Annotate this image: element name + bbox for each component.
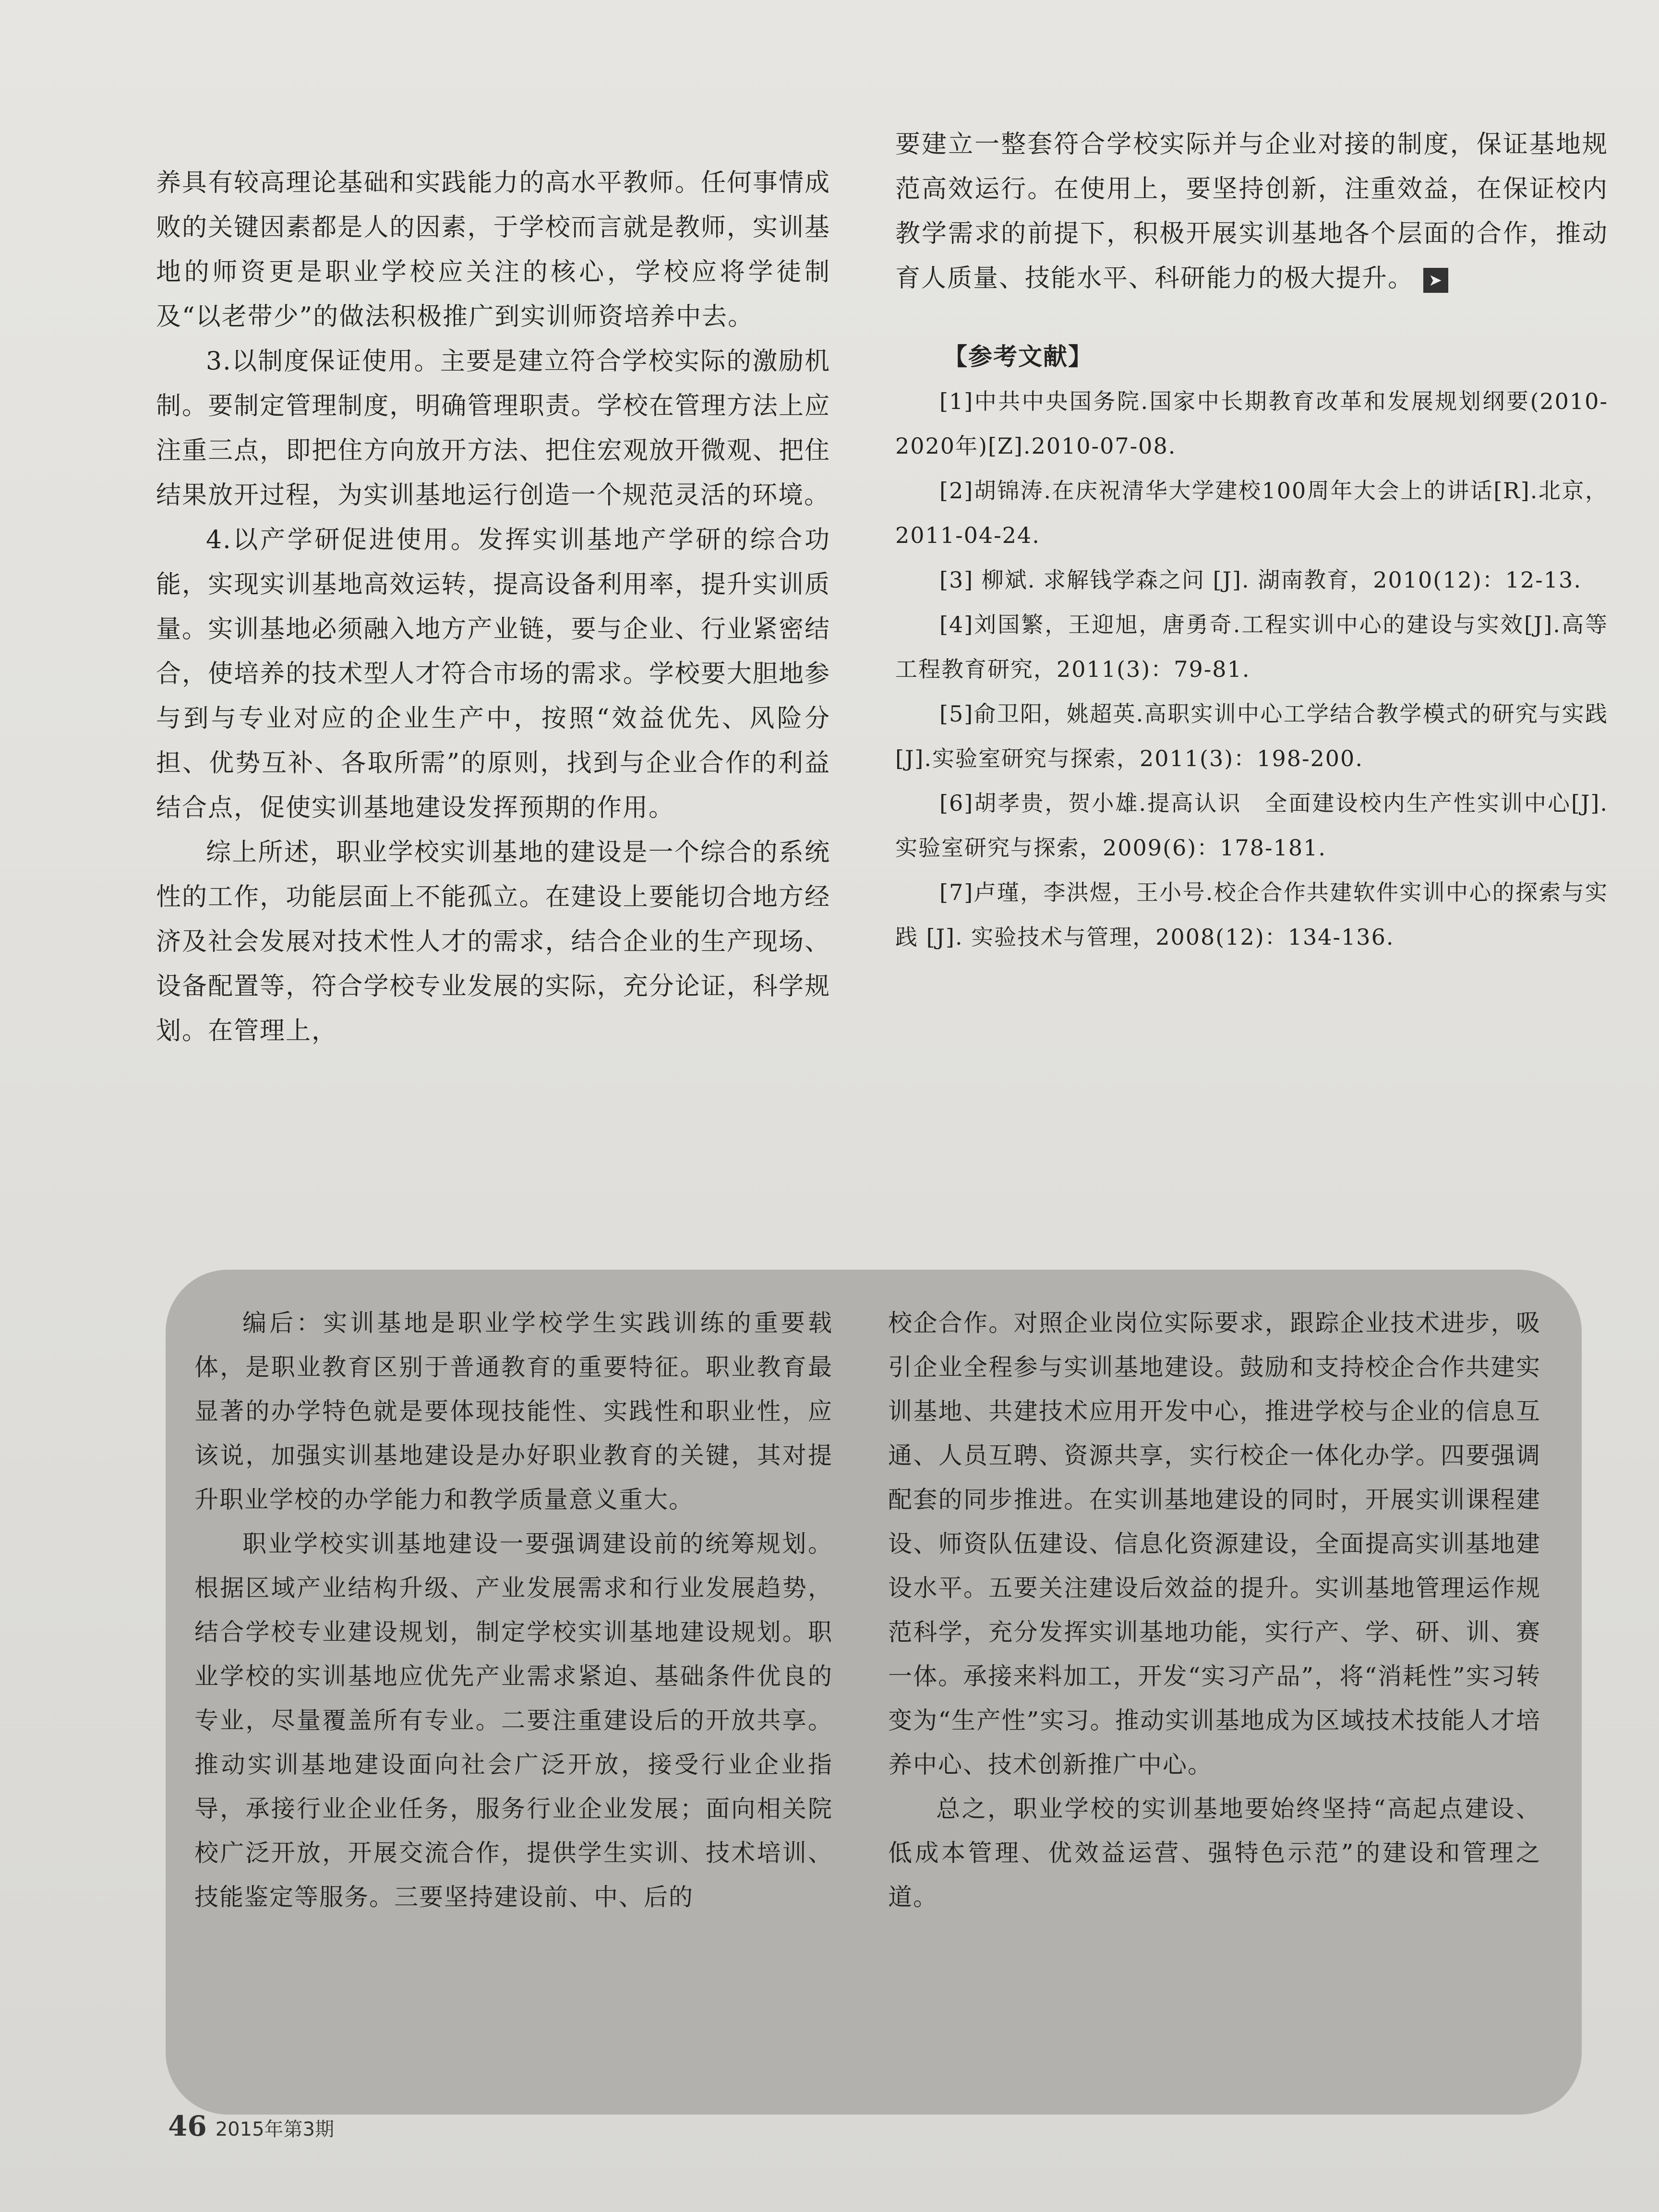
editorial-right-column xyxy=(888,1301,1541,1919)
reference-item: [2]胡锦涛.在庆祝清华大学建校100周年大会上的讲话[R].北京，2011-04-24. xyxy=(895,478,1608,548)
body-paragraph-2: 3.以制度保证使用。主要是建立符合学校实际的激励机制。要制定管理制度，明确管理职责。学校在管理方法上应注重三点，即把住方向放开方法、把住宏观放开微观、把住结果放开过程，为实训基地运行创造一个规范灵活的环境。 xyxy=(156,347,830,510)
references-list xyxy=(895,379,1608,960)
body-paragraph-4: 综上所述，职业学校实训基地的建设是一个综合的系统性的工作，功能层面上不能孤立。在建设上要能切合地方经济及社会发展对技术性人才的需求，结合企业的生产现场、设备配置等，符合学校专业发展的实际，充分论证，科学规划。在管理上， xyxy=(156,838,830,1046)
reference-item: [5]俞卫阳，姚超英.高职实训中心工学结合教学模式的研究与实践[J].实验室研究与探索，2011(3)：198-200. xyxy=(895,701,1608,771)
reference-item: [4]刘国繁，王迎旭，唐勇奇.工程实训中心的建设与实效[J].高等工程教育研究，2011(3)：79-81. xyxy=(895,612,1608,682)
page-number: 46 xyxy=(168,2110,207,2142)
reference-item: [3] 柳斌. 求解钱学森之问 [J]. 湖南教育，2010(12)：12-13. xyxy=(939,567,1582,593)
editorial-paragraph-2: 职业学校实训基地建设一要强调建设前的统筹规划。根据区域产业结构升级、产业发展需求和行业发展趋势，结合学校专业建设规划，制定学校实训基地建设规划。职业学校的实训基地应优先产业需求紧迫、基础条件优良的专业，尽量覆盖所有专业。二要注重建设后的开放共享。推动实训基地建设面向社会广泛开放，接受行业企业指导，承接行业企业任务，服务行业企业发展；面向相关院校广泛开放，开展交流合作，提供学生实训、技术培训、技能鉴定等服务。三要坚持建设前、中、后的 xyxy=(194,1530,833,1911)
right-column xyxy=(895,122,1608,960)
references-heading: 【参考文献】 xyxy=(943,343,1093,371)
reference-item: [1]中共中央国务院.国家中长期教育改革和发展规划纲要(2010-2020年)[Z].2010-07-08. xyxy=(895,388,1608,459)
reference-item: [7]卢瑾，李洪煜，王小号.校企合作共建软件实训中心的探索与实践 [J]. 实验技术与管理，2008(12)：134-136. xyxy=(895,879,1608,950)
continuation-text: 要建立一整套符合学校实际并与企业对接的制度，保证基地规范高效运行。在使用上，要坚持创新，注重效益，在保证校内教学需求的前提下，积极开展实训基地各个层面的合作，推动育人质量、技能水平、科研能力的极大提升。 xyxy=(895,130,1608,293)
page-footer xyxy=(168,2110,334,2142)
editorial-paragraph-1-text: 实训基地是职业学校学生实践训练的重要载体，是职业教育区别于普通教育的重要特征。职业教育最显著的办学特色就是要体现技能性、实践性和职业性，应该说，加强实训基地建设是办好职业教育的关键，其对提升职业学校的办学能力和教学质量意义重大。 xyxy=(194,1309,833,1514)
editorial-left-column xyxy=(194,1301,833,1919)
body-paragraph-3: 4.以产学研促进使用。发挥实训基地产学研的综合功能，实现实训基地高效运转，提高设备利用率，提升实训质量。实训基地必须融入地方产业链，要与企业、行业紧密结合，使培养的技术型人才符合市场的需求。学校要大胆地参与到与专业对应的企业生产中，按照“效益优先、风险分担、优势互补、各取所需”的原则，找到与企业合作的利益结合点，促使实训基地建设发挥预期的作用。 xyxy=(156,526,830,822)
article-end-icon: ➤ xyxy=(1423,268,1448,293)
body-paragraph-1: 养具有较高理论基础和实践能力的高水平教师。任何事情成败的关键因素都是人的因素，于学校而言就是教师，实训基地的师资更是职业学校应关注的核心，学校应将学徒制及“以老带少”的做法积极推广到实训师资培养中去。 xyxy=(156,168,830,331)
editorial-paragraph-4: 总之，职业学校的实训基地要始终坚持“高起点建设、低成本管理、优效益运营、强特色示范”的建设和管理之道。 xyxy=(888,1795,1541,1911)
left-column xyxy=(156,161,830,1054)
editorial-paragraph-1 xyxy=(194,1301,833,1522)
editorial-paragraph-3: 校企合作。对照企业岗位实际要求，跟踪企业技术进步，吸引企业全程参与实训基地建设。鼓励和支持校企合作共建实训基地、共建技术应用开发中心，推进学校与企业的信息互通、人员互聘、资源共享，实行校企一体化办学。四要强调配套的同步推进。在实训基地建设的同时，开展实训课程建设、师资队伍建设、信息化资源建设，全面提高实训基地建设水平。五要关注建设后效益的提升。实训基地管理运作规范科学，充分发挥实训基地功能，实行产、学、研、训、赛一体。承接来料加工，开发“实习产品”，将“消耗性”实习转变为“生产性”实习。推动实训基地成为区域技术技能人才培养中心、技术创新推广中心。 xyxy=(888,1309,1541,1779)
issue-label: 2015年第3期 xyxy=(215,2118,334,2140)
reference-item: [6]胡孝贵，贺小雄.提高认识 全面建设校内生产性实训中心[J].实验室研究与探索，2009(6)：178-181. xyxy=(895,790,1608,861)
editorial-label: 编后： xyxy=(242,1309,324,1337)
body-paragraph-continuation xyxy=(895,122,1608,301)
